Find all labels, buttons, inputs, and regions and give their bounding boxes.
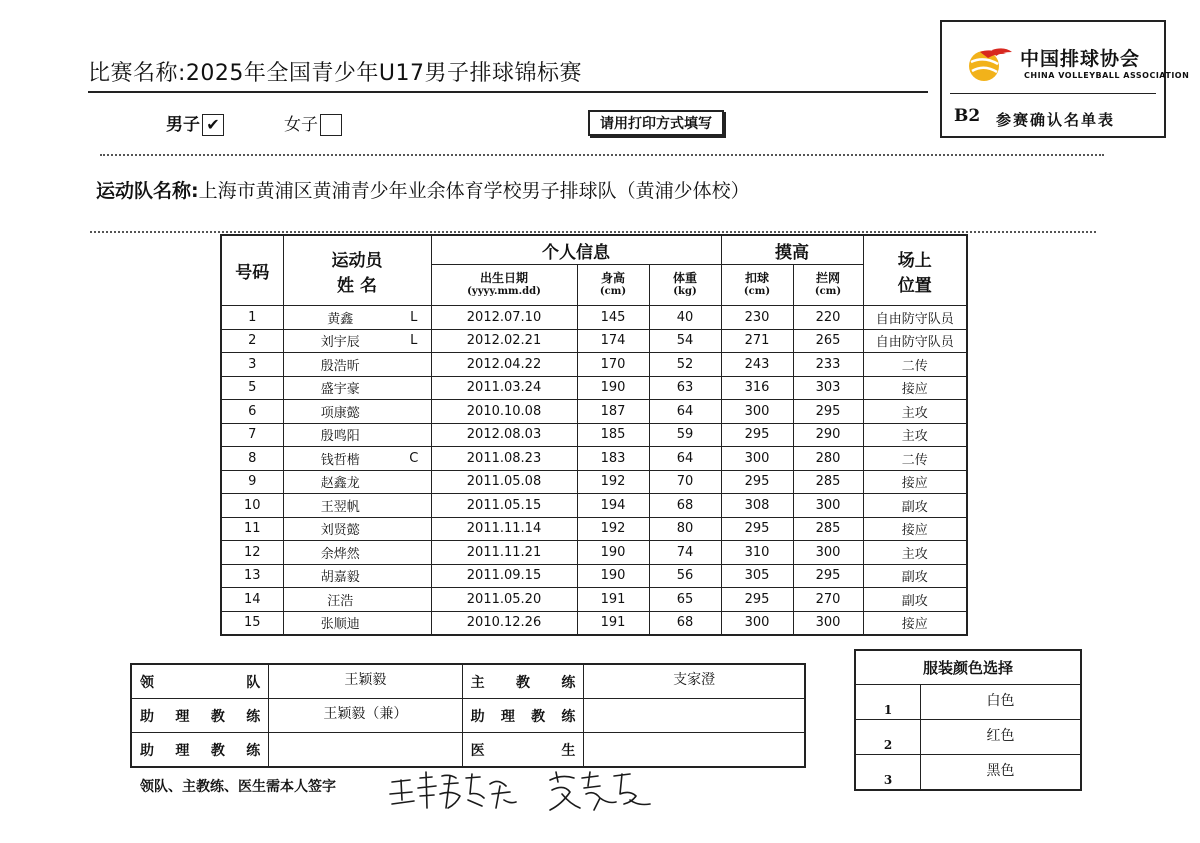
player-block-reach: 290 bbox=[793, 423, 863, 447]
dotted-divider bbox=[100, 154, 1104, 156]
dotted-divider bbox=[90, 231, 1096, 233]
player-birthdate: 2010.10.08 bbox=[431, 400, 577, 424]
leader-value[interactable]: 王颖毅 bbox=[269, 664, 462, 699]
header-birthdate-format: (yyyy.mm.dd) bbox=[467, 286, 541, 297]
header-spike-unit: (cm) bbox=[743, 286, 771, 297]
header-weight bbox=[649, 265, 721, 306]
player-number: 6 bbox=[221, 400, 283, 424]
role-char: 领 bbox=[140, 674, 154, 691]
player-block-reach: 220 bbox=[793, 306, 863, 330]
table-row bbox=[221, 353, 967, 377]
player-height: 190 bbox=[577, 564, 649, 588]
player-role-mark bbox=[397, 517, 431, 541]
role-char: 教 bbox=[210, 708, 225, 725]
player-spike-reach: 305 bbox=[721, 564, 793, 588]
player-role-mark bbox=[397, 611, 431, 635]
header-height-label: 身高 bbox=[600, 271, 625, 285]
player-weight: 70 bbox=[649, 470, 721, 494]
player-birthdate: 2012.07.10 bbox=[431, 306, 577, 330]
player-birthdate: 2012.02.21 bbox=[431, 329, 577, 353]
uniform-color-table bbox=[854, 649, 1082, 791]
role-char: 教 bbox=[515, 674, 530, 691]
player-number: 13 bbox=[221, 564, 283, 588]
player-number: 12 bbox=[221, 541, 283, 565]
doctor-value[interactable] bbox=[584, 733, 805, 768]
header-reach: 摸高 bbox=[721, 235, 863, 265]
uniform-option-color[interactable]: 黑色 bbox=[921, 755, 1082, 791]
player-name: 余烨然 bbox=[283, 541, 397, 565]
team-name: 上海市黄浦区黄浦青少年业余体育学校男子排球队（黄浦少体校） bbox=[198, 180, 750, 202]
logo-divider bbox=[950, 93, 1156, 94]
competition-name: 2025年全国青少年U17男子排球锦标赛 bbox=[185, 61, 583, 86]
header-weight-unit: (kg) bbox=[673, 286, 697, 297]
player-block-reach: 265 bbox=[793, 329, 863, 353]
player-name: 赵鑫龙 bbox=[283, 470, 397, 494]
table-row bbox=[221, 447, 967, 471]
player-block-reach: 285 bbox=[793, 517, 863, 541]
player-position: 副攻 bbox=[863, 494, 967, 518]
header-position bbox=[863, 235, 967, 306]
header-athlete-line2: 姓 名 bbox=[337, 275, 377, 296]
female-checkbox[interactable] bbox=[320, 114, 342, 136]
header-height-unit: (cm) bbox=[599, 286, 627, 297]
player-birthdate: 2012.08.03 bbox=[431, 423, 577, 447]
player-height: 190 bbox=[577, 541, 649, 565]
player-number: 10 bbox=[221, 494, 283, 518]
header-athlete bbox=[283, 235, 431, 306]
player-birthdate: 2010.12.26 bbox=[431, 611, 577, 635]
role-char: 理 bbox=[175, 742, 190, 759]
role-char: 队 bbox=[246, 674, 261, 691]
header-weight-label: 体重 bbox=[672, 271, 697, 285]
player-position: 接应 bbox=[863, 470, 967, 494]
female-label: 女子 bbox=[284, 115, 318, 135]
player-position: 主攻 bbox=[863, 400, 967, 424]
header-position-line2: 位置 bbox=[897, 275, 932, 296]
player-spike-reach: 310 bbox=[721, 541, 793, 565]
player-role-mark: C bbox=[397, 447, 431, 471]
player-spike-reach: 295 bbox=[721, 423, 793, 447]
role-char: 理 bbox=[500, 708, 515, 725]
player-position: 自由防守队员 bbox=[863, 329, 967, 353]
player-block-reach: 285 bbox=[793, 470, 863, 494]
table-row bbox=[221, 423, 967, 447]
print-instruction-badge: 请用打印方式填写 bbox=[588, 110, 724, 136]
player-name: 刘宇辰 bbox=[283, 329, 397, 353]
association-name-en: CHINA VOLLEYBALL ASSOCIATION bbox=[1024, 71, 1190, 80]
player-name: 汪浩 bbox=[283, 588, 397, 612]
player-name: 钱哲楷 bbox=[283, 447, 397, 471]
player-role-mark bbox=[397, 470, 431, 494]
player-weight: 80 bbox=[649, 517, 721, 541]
header-height bbox=[577, 265, 649, 306]
player-name: 王翌帆 bbox=[283, 494, 397, 518]
role-char: 医 bbox=[470, 742, 485, 759]
player-number: 15 bbox=[221, 611, 283, 635]
player-spike-reach: 300 bbox=[721, 611, 793, 635]
role-char: 练 bbox=[246, 742, 261, 759]
player-number: 1 bbox=[221, 306, 283, 330]
association-name-cn: 中国排球协会 bbox=[1020, 48, 1141, 70]
male-label: 男子 bbox=[166, 115, 200, 135]
player-block-reach: 270 bbox=[793, 588, 863, 612]
player-weight: 63 bbox=[649, 376, 721, 400]
assistant-coach-value[interactable] bbox=[269, 733, 462, 768]
role-char: 助 bbox=[140, 742, 154, 759]
header-number: 号码 bbox=[221, 235, 283, 306]
header-block-unit: (cm) bbox=[814, 286, 842, 297]
table-row bbox=[221, 541, 967, 565]
table-row bbox=[221, 306, 967, 330]
role-char: 练 bbox=[561, 708, 576, 725]
player-weight: 54 bbox=[649, 329, 721, 353]
form-code: B2 bbox=[954, 106, 981, 126]
player-spike-reach: 308 bbox=[721, 494, 793, 518]
player-weight: 74 bbox=[649, 541, 721, 565]
head-coach-value[interactable]: 支家澄 bbox=[584, 664, 805, 699]
assistant-coach-value[interactable] bbox=[584, 699, 805, 733]
assistant-coach-label bbox=[462, 699, 584, 733]
player-number: 7 bbox=[221, 423, 283, 447]
team-label: 运动队名称: bbox=[96, 180, 199, 202]
player-name: 殷浩昕 bbox=[283, 353, 397, 377]
header-spike-label: 扣球 bbox=[744, 271, 769, 285]
role-char: 练 bbox=[561, 674, 576, 691]
header-personal-info: 个人信息 bbox=[431, 235, 721, 265]
table-row bbox=[221, 376, 967, 400]
role-char: 理 bbox=[175, 708, 190, 725]
player-name: 殷鸣阳 bbox=[283, 423, 397, 447]
player-role-mark bbox=[397, 376, 431, 400]
player-number: 3 bbox=[221, 353, 283, 377]
competition-title bbox=[88, 56, 582, 87]
female-option bbox=[284, 110, 342, 136]
player-height: 170 bbox=[577, 353, 649, 377]
player-weight: 68 bbox=[649, 611, 721, 635]
uniform-color-title: 服装颜色选择 bbox=[855, 650, 1081, 685]
player-spike-reach: 271 bbox=[721, 329, 793, 353]
player-name: 项康懿 bbox=[283, 400, 397, 424]
player-birthdate: 2011.11.21 bbox=[431, 541, 577, 565]
player-position: 接应 bbox=[863, 611, 967, 635]
player-height: 191 bbox=[577, 588, 649, 612]
player-role-mark bbox=[397, 588, 431, 612]
assistant-coach-label bbox=[131, 699, 269, 733]
player-name: 盛宇豪 bbox=[283, 376, 397, 400]
player-spike-reach: 295 bbox=[721, 470, 793, 494]
player-height: 191 bbox=[577, 611, 649, 635]
player-height: 192 bbox=[577, 470, 649, 494]
role-char: 教 bbox=[531, 708, 546, 725]
signature-instruction: 领队、主教练、医生需本人签字 bbox=[140, 779, 336, 795]
player-birthdate: 2011.05.15 bbox=[431, 494, 577, 518]
player-position: 接应 bbox=[863, 517, 967, 541]
table-row bbox=[221, 470, 967, 494]
header-spike bbox=[721, 265, 793, 306]
player-block-reach: 280 bbox=[793, 447, 863, 471]
player-block-reach: 295 bbox=[793, 564, 863, 588]
player-block-reach: 300 bbox=[793, 541, 863, 565]
title-underline bbox=[88, 91, 928, 93]
player-weight: 40 bbox=[649, 306, 721, 330]
role-char: 教 bbox=[210, 742, 225, 759]
player-birthdate: 2012.04.22 bbox=[431, 353, 577, 377]
player-block-reach: 233 bbox=[793, 353, 863, 377]
role-char: 助 bbox=[470, 708, 485, 725]
player-spike-reach: 316 bbox=[721, 376, 793, 400]
uniform-option-number: 2 bbox=[855, 720, 921, 755]
player-height: 187 bbox=[577, 400, 649, 424]
player-block-reach: 300 bbox=[793, 611, 863, 635]
player-weight: 68 bbox=[649, 494, 721, 518]
player-weight: 52 bbox=[649, 353, 721, 377]
player-number: 5 bbox=[221, 376, 283, 400]
player-name: 张顺迪 bbox=[283, 611, 397, 635]
volleyball-logo-icon bbox=[962, 44, 1014, 84]
player-position: 副攻 bbox=[863, 564, 967, 588]
role-char: 生 bbox=[561, 742, 576, 759]
table-row bbox=[221, 588, 967, 612]
player-role-mark: L bbox=[397, 306, 431, 330]
player-position: 自由防守队员 bbox=[863, 306, 967, 330]
player-spike-reach: 295 bbox=[721, 517, 793, 541]
table-row bbox=[221, 564, 967, 588]
player-weight: 65 bbox=[649, 588, 721, 612]
table-row bbox=[221, 329, 967, 353]
player-birthdate: 2011.05.20 bbox=[431, 588, 577, 612]
player-birthdate: 2011.09.15 bbox=[431, 564, 577, 588]
player-name: 胡嘉毅 bbox=[283, 564, 397, 588]
player-role-mark bbox=[397, 353, 431, 377]
table-row bbox=[221, 494, 967, 518]
player-role-mark bbox=[397, 564, 431, 588]
player-position: 接应 bbox=[863, 376, 967, 400]
player-spike-reach: 295 bbox=[721, 588, 793, 612]
team-name-row bbox=[96, 176, 750, 203]
player-birthdate: 2011.08.23 bbox=[431, 447, 577, 471]
uniform-option-color[interactable]: 红色 bbox=[921, 720, 1082, 755]
player-number: 2 bbox=[221, 329, 283, 353]
player-height: 190 bbox=[577, 376, 649, 400]
uniform-option-number: 3 bbox=[855, 755, 921, 791]
handwritten-signature bbox=[386, 764, 656, 818]
table-row bbox=[221, 400, 967, 424]
doctor-label bbox=[462, 733, 584, 768]
player-height: 183 bbox=[577, 447, 649, 471]
player-spike-reach: 243 bbox=[721, 353, 793, 377]
player-spike-reach: 300 bbox=[721, 447, 793, 471]
assistant-coach-label bbox=[131, 733, 269, 768]
header-birthdate-label: 出生日期 bbox=[479, 271, 528, 285]
player-role-mark bbox=[397, 494, 431, 518]
player-position: 副攻 bbox=[863, 588, 967, 612]
player-weight: 59 bbox=[649, 423, 721, 447]
header-birthdate bbox=[431, 265, 577, 306]
player-birthdate: 2011.05.08 bbox=[431, 470, 577, 494]
header-athlete-line1: 运动员 bbox=[331, 250, 383, 271]
male-checkbox[interactable]: ✔ bbox=[202, 114, 224, 136]
leader-label bbox=[131, 664, 269, 699]
player-name: 黄鑫 bbox=[283, 306, 397, 330]
staff-table bbox=[130, 663, 806, 768]
player-number: 8 bbox=[221, 447, 283, 471]
player-block-reach: 303 bbox=[793, 376, 863, 400]
table-row bbox=[221, 517, 967, 541]
player-spike-reach: 230 bbox=[721, 306, 793, 330]
player-height: 192 bbox=[577, 517, 649, 541]
role-char: 主 bbox=[470, 674, 485, 691]
head-coach-label bbox=[462, 664, 584, 699]
player-height: 185 bbox=[577, 423, 649, 447]
male-option bbox=[166, 110, 224, 136]
roster-table bbox=[220, 234, 968, 636]
header-position-line1: 场上 bbox=[897, 250, 932, 271]
player-height: 194 bbox=[577, 494, 649, 518]
player-position: 二传 bbox=[863, 447, 967, 471]
table-row bbox=[221, 611, 967, 635]
player-birthdate: 2011.03.24 bbox=[431, 376, 577, 400]
player-position: 主攻 bbox=[863, 541, 967, 565]
header-block bbox=[793, 265, 863, 306]
player-height: 145 bbox=[577, 306, 649, 330]
player-position: 主攻 bbox=[863, 423, 967, 447]
player-spike-reach: 300 bbox=[721, 400, 793, 424]
header-block-label: 拦网 bbox=[815, 271, 840, 285]
player-position: 二传 bbox=[863, 353, 967, 377]
player-role-mark bbox=[397, 423, 431, 447]
player-weight: 64 bbox=[649, 447, 721, 471]
assistant-coach-value[interactable]: 王颖毅（兼） bbox=[269, 699, 462, 733]
uniform-option-color[interactable]: 白色 bbox=[921, 685, 1082, 720]
player-weight: 56 bbox=[649, 564, 721, 588]
role-char: 助 bbox=[140, 708, 154, 725]
player-height: 174 bbox=[577, 329, 649, 353]
form-name: 参赛确认名单表 bbox=[996, 111, 1116, 129]
player-number: 9 bbox=[221, 470, 283, 494]
uniform-option-number: 1 bbox=[855, 685, 921, 720]
role-char: 练 bbox=[246, 708, 261, 725]
player-weight: 64 bbox=[649, 400, 721, 424]
player-role-mark bbox=[397, 400, 431, 424]
player-role-mark bbox=[397, 541, 431, 565]
player-number: 11 bbox=[221, 517, 283, 541]
competition-label: 比赛名称: bbox=[88, 61, 186, 86]
player-block-reach: 300 bbox=[793, 494, 863, 518]
player-block-reach: 295 bbox=[793, 400, 863, 424]
player-number: 14 bbox=[221, 588, 283, 612]
player-birthdate: 2011.11.14 bbox=[431, 517, 577, 541]
player-role-mark: L bbox=[397, 329, 431, 353]
player-name: 刘贤懿 bbox=[283, 517, 397, 541]
